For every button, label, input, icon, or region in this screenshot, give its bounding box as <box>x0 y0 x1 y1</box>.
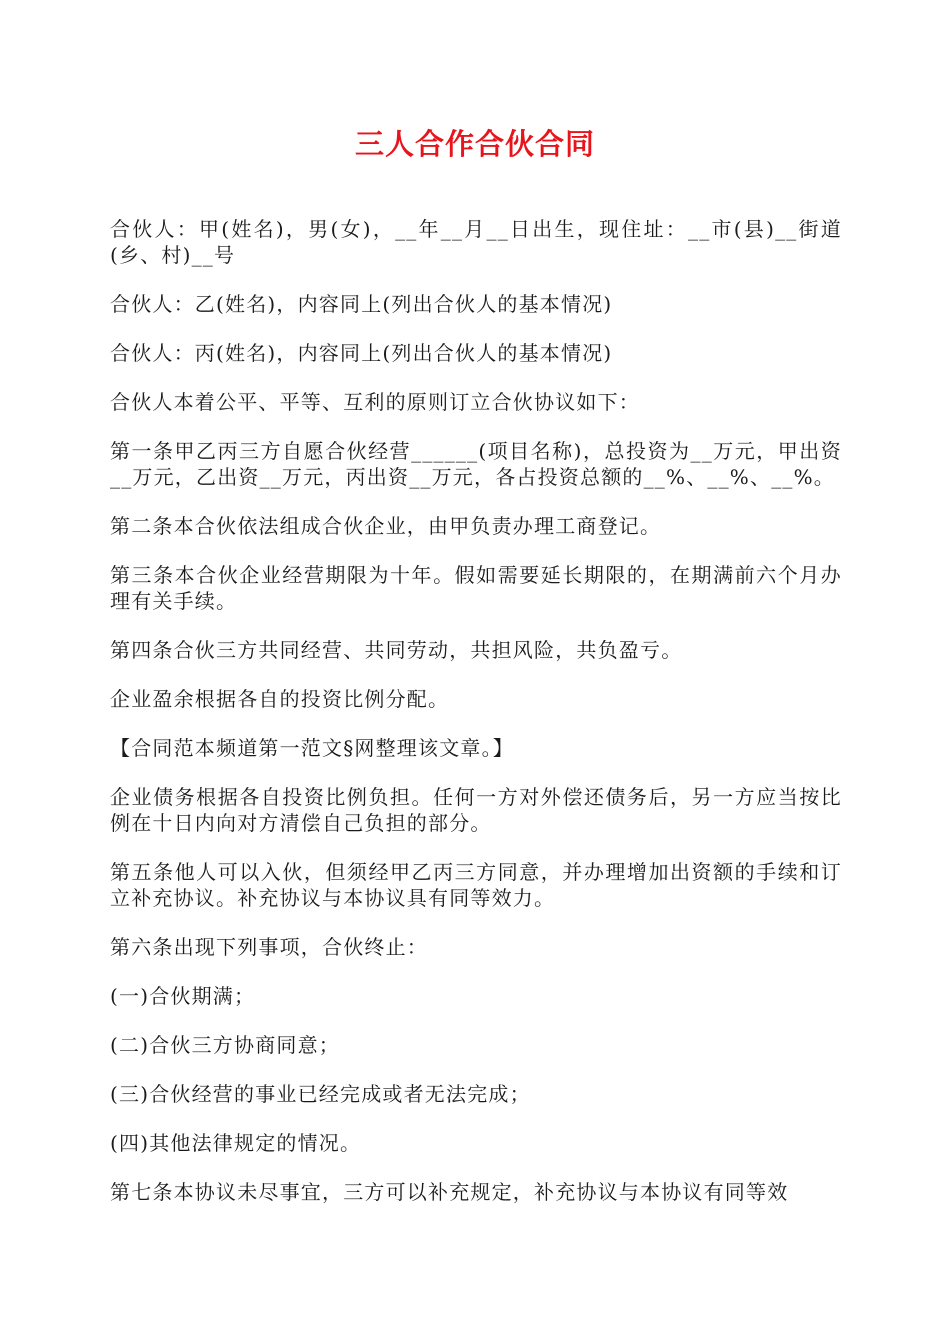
preamble-paragraph: 合伙人本着公平、平等、互利的原则订立合伙协议如下： <box>110 390 640 414</box>
debt-sharing-paragraph: 企业债务根据各自投资比例负担。任何一方对外偿还债务后，另一方应当按比例在十日内向对方清偿自己负担的部分。 <box>110 785 842 835</box>
document-title: 三人合作合伙合同 <box>354 127 595 161</box>
partner-a-paragraph: 合伙人：甲(姓名)，男(女)，__年__月__日出生，现住址：__市(县)__街道(乡、村)__号 <box>110 217 842 267</box>
partner-b-paragraph: 合伙人：乙(姓名)，内容同上(列出合伙人的基本情况) <box>110 292 613 316</box>
termination-item-4: (四)其他法律规定的情况。 <box>110 1131 362 1155</box>
partner-c-paragraph: 合伙人：丙(姓名)，内容同上(列出合伙人的基本情况) <box>110 341 613 365</box>
article-1-paragraph: 第一条甲乙丙三方自愿合伙经营______(项目名称)，总投资为__万元，甲出资__万元，乙出资__万元，丙出资__万元，各占投资总额的__%、__%、__%。 <box>110 439 842 489</box>
termination-item-1: (一)合伙期满； <box>110 984 256 1008</box>
article-4-paragraph: 第四条合伙三方共同经营、共同劳动，共担风险，共负盈亏。 <box>110 638 683 662</box>
document-body <box>110 216 842 1228</box>
article-2-paragraph: 第二条本合伙依法组成合伙企业，由甲负责办理工商登记。 <box>110 514 662 538</box>
termination-item-3: (三)合伙经营的事业已经完成或者无法完成； <box>110 1082 531 1106</box>
article-3-paragraph: 第三条本合伙企业经营期限为十年。假如需要延长期限的，在期满前六个月办理有关手续。 <box>110 563 842 613</box>
termination-item-2: (二)合伙三方协商同意； <box>110 1033 341 1057</box>
article-6-paragraph: 第六条出现下列事项，合伙终止： <box>110 935 428 959</box>
profit-sharing-paragraph: 企业盈余根据各自的投资比例分配。 <box>110 687 450 711</box>
article-7-paragraph: 第七条本协议未尽事宜，三方可以补充规定，补充协议与本协议有同等效 <box>110 1180 789 1204</box>
source-note-paragraph: 【合同范本频道第一范文§网整理该文章。】 <box>110 736 514 760</box>
article-5-paragraph: 第五条他人可以入伙，但须经甲乙丙三方同意，并办理增加出资额的手续和订立补充协议。补充协议与本协议具有同等效力。 <box>110 860 842 910</box>
